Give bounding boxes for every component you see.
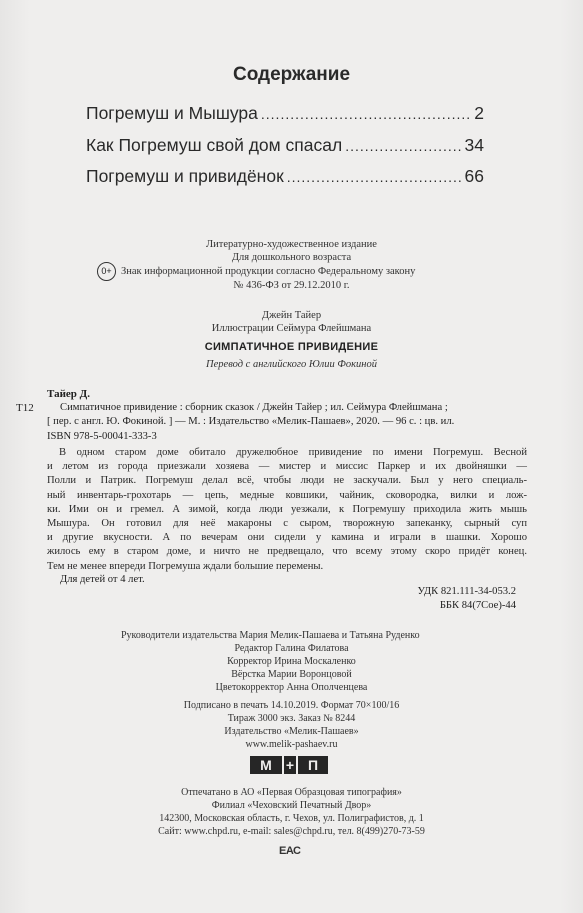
toc-item — [86, 135, 484, 156]
publisher-name: Издательство «Мелик-Пашаев» — [224, 726, 359, 737]
editor-credit: Редактор Галина Филатова — [234, 643, 349, 654]
color-corrector-credit: Цветокорректор Анна Ополченцева — [215, 682, 368, 693]
law-notice: Знак информационной продукции согласно Федеральному закону — [121, 266, 416, 277]
age-rating-badge: 0+ — [97, 262, 116, 281]
annotation-line: ный инвентарь-грохотарь — цепь, медные ковшики, чайник, сковородка, вилки и лож- — [47, 489, 527, 501]
author-credit: Джейн Тайер — [261, 310, 322, 321]
toc-item-page: 34 — [464, 135, 484, 155]
printer-branch: Филиал «Чеховский Печатный Двор» — [211, 800, 372, 811]
annotation-line: и летом из города приезжали хозяева — мистер и миссис Паркер и их двойняшки — — [47, 461, 527, 473]
annotation — [47, 446, 527, 574]
catalog-author: Тайер Д. — [47, 388, 90, 400]
annotation-line: ки. Ими он и гремел. А зимой, когда люди уезжали, к Погремушу приходила жить мышь — [47, 503, 527, 515]
annotation-line: В одном старом доме обитало дружелюбное привидение по имени Погремуш. Весной — [59, 447, 527, 458]
corrector-credit: Корректор Ирина Москаленко — [227, 656, 356, 667]
printer-contacts: Сайт: www.chpd.ru, e-mail: sales@chpd.ru, тел. 8(499)270-73-59 — [158, 826, 425, 837]
age-group: Для дошкольного возраста — [231, 252, 352, 263]
print-signed: Подписано в печать 14.10.2019. Формат 70×100/16 — [183, 700, 400, 711]
book-title: СИМПАТИЧНОЕ ПРИВИДЕНИЕ — [204, 341, 379, 353]
catalog-isbn: ISBN 978-5-00041-333-3 — [47, 431, 157, 442]
toc-leader-dots — [345, 138, 461, 154]
toc-item-page: 2 — [474, 103, 484, 123]
print-run: Тираж 3000 экз. Заказ № 8244 — [227, 713, 356, 724]
toc-item-page: 66 — [464, 166, 484, 186]
printer-name: Отпечатано в АО «Первая Образцовая типография» — [181, 787, 402, 798]
annotation-line: Тем не менее впереди Погремуша ждали большие перемены. — [47, 560, 324, 572]
bbk-code: ББК 84(7Сое)-44 — [439, 600, 516, 611]
toc-item-title: Погремуш и Мышура — [86, 103, 258, 123]
toc-leader-dots — [261, 106, 471, 122]
logo-part: + — [285, 757, 295, 773]
annotation-line: жилось ему в старом доме, и ничто не предвещало, что всему этому скоро придёт конец. — [47, 546, 527, 558]
eac-mark: ЕАС — [279, 845, 301, 857]
logo-part: П — [298, 756, 328, 774]
toc-leader-dots — [287, 169, 462, 185]
translation-credit: Перевод с английского Юлии Фокиной — [206, 359, 377, 370]
toc-title: Содержание — [232, 64, 351, 85]
annotation-line: и другие вкусности. А по вечерам они сидели у камина и играли в шашки. Хорошо — [47, 532, 527, 544]
logo-part: М — [250, 756, 282, 774]
publisher-logo — [250, 756, 330, 774]
toc-item — [86, 166, 484, 187]
law-number: № 436-ФЗ от 29.12.2010 г. — [233, 280, 350, 291]
directors-credit: Руководители издательства Мария Мелик-Пашаева и Татьяна Руденко — [121, 630, 420, 641]
edition-type: Литературно-художественное издание — [206, 239, 377, 250]
catalog-line: [ пер. с англ. Ю. Фокиной. ] — М. : Издательство «Мелик-Пашаев», 2020. — 96 с. : цв. ил. — [47, 416, 455, 427]
illustrator-credit: Иллюстрации Сеймура Флейшмана — [211, 323, 372, 334]
toc-item — [86, 103, 484, 124]
publisher-website: www.melik-pashaev.ru — [245, 739, 338, 750]
udk-code: УДК 821.111-34-053.2 — [417, 586, 516, 597]
catalog-code: Т12 — [16, 402, 34, 414]
audience-note: Для детей от 4 лет. — [60, 574, 145, 585]
printer-address: 142300, Московская область, г. Чехов, ул. Полиграфистов, д. 1 — [159, 813, 424, 824]
catalog-line: Симпатичное привидение : сборник сказок / Джейн Тайер ; ил. Сеймура Флейшмана ; — [60, 402, 448, 413]
annotation-line: Полли и Патрик. Погремуш делал всё, чтобы люди не заскучали. Был у него специаль- — [47, 475, 527, 487]
toc-item-title: Погремуш и привидёнок — [86, 166, 284, 186]
annotation-line: Мышура. Он готовил для неё макароны с сыром, творожную запеканку, сырный суп — [47, 518, 527, 530]
layout-credit: Вёрстка Марии Воронцовой — [231, 669, 352, 680]
toc-item-title: Как Погремуш свой дом спасал — [86, 135, 343, 155]
